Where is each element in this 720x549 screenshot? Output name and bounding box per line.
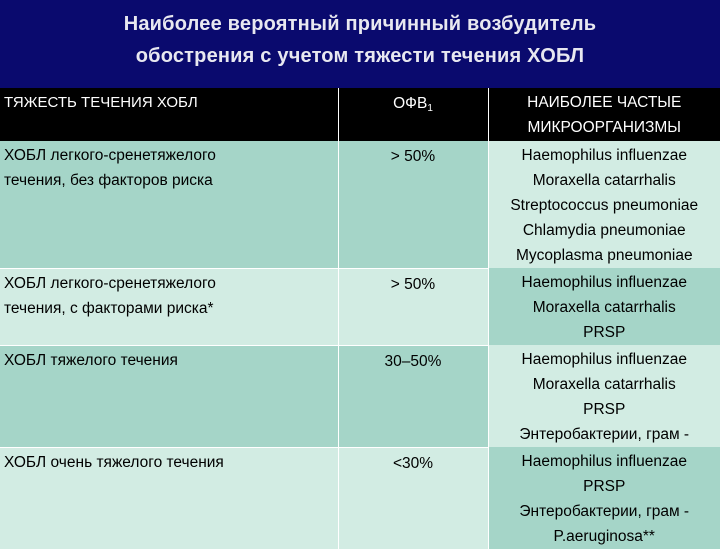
organism-item: PRSP — [489, 320, 720, 345]
organism-item: PRSP — [489, 474, 720, 499]
organism-item: P.aeruginosa** — [489, 524, 720, 549]
header-organisms-line-1: НАИБОЛЕЕ ЧАСТЫЕ — [489, 90, 720, 115]
organism-item: Haemophilus influenzae — [489, 143, 720, 168]
fev-cell: > 50% — [338, 141, 488, 268]
organism-item: Moraxella catarrhalis — [489, 295, 720, 320]
severity-cell — [0, 268, 338, 345]
organism-item: Chlamydia pneumoniae — [489, 218, 720, 243]
organism-item: Haemophilus influenzae — [489, 270, 720, 295]
slide-title — [0, 8, 720, 72]
organisms-cell — [488, 268, 720, 345]
severity-text: ХОБЛ легкого-сренетяжелого — [4, 143, 338, 168]
severity-text: ХОБЛ тяжелого течения — [4, 348, 338, 373]
severity-text: ХОБЛ легкого-сренетяжелого — [4, 271, 338, 296]
title-line-2: обострения с учетом тяжести течения ХОБЛ — [0, 40, 720, 72]
table-row — [0, 141, 720, 268]
organisms-cell — [488, 345, 720, 447]
organism-item: Moraxella catarrhalis — [489, 372, 720, 397]
organism-item: Энтеробактерии, грам - — [489, 499, 720, 524]
severity-text: течения, без факторов риска — [4, 168, 338, 193]
organism-item: PRSP — [489, 397, 720, 422]
header-organisms-line-2: МИКРООРГАНИЗМЫ — [489, 115, 720, 140]
fev-cell: <30% — [338, 447, 488, 549]
table-row — [0, 447, 720, 549]
title-line-1: Наиболее вероятный причинный возбудитель — [0, 8, 720, 40]
organism-item: Haemophilus influenzae — [489, 347, 720, 372]
severity-cell — [0, 447, 338, 549]
organism-item: Энтеробактерии, грам - — [489, 422, 720, 447]
severity-text: ХОБЛ очень тяжелого течения — [4, 450, 338, 475]
header-fev-label: ОФВ — [393, 95, 427, 112]
pathogen-table — [0, 88, 720, 549]
table-row — [0, 345, 720, 447]
table-row — [0, 268, 720, 345]
header-organisms — [488, 88, 720, 141]
organism-item: Streptococcus pneumoniae — [489, 193, 720, 218]
fev-cell: > 50% — [338, 268, 488, 345]
organism-item: Moraxella catarrhalis — [489, 168, 720, 193]
header-fev — [338, 88, 488, 141]
organism-item: Mycoplasma pneumoniae — [489, 243, 720, 268]
organisms-cell — [488, 141, 720, 268]
organisms-cell — [488, 447, 720, 549]
organism-item: Haemophilus influenzae — [489, 449, 720, 474]
header-fev-subscript: 1 — [427, 103, 433, 114]
header-severity: ТЯЖЕСТЬ ТЕЧЕНИЯ ХОБЛ — [0, 88, 338, 141]
fev-cell: 30–50% — [338, 345, 488, 447]
severity-text: течения, с факторами риска* — [4, 296, 338, 321]
table-header-row — [0, 88, 720, 141]
severity-cell — [0, 141, 338, 268]
severity-cell — [0, 345, 338, 447]
